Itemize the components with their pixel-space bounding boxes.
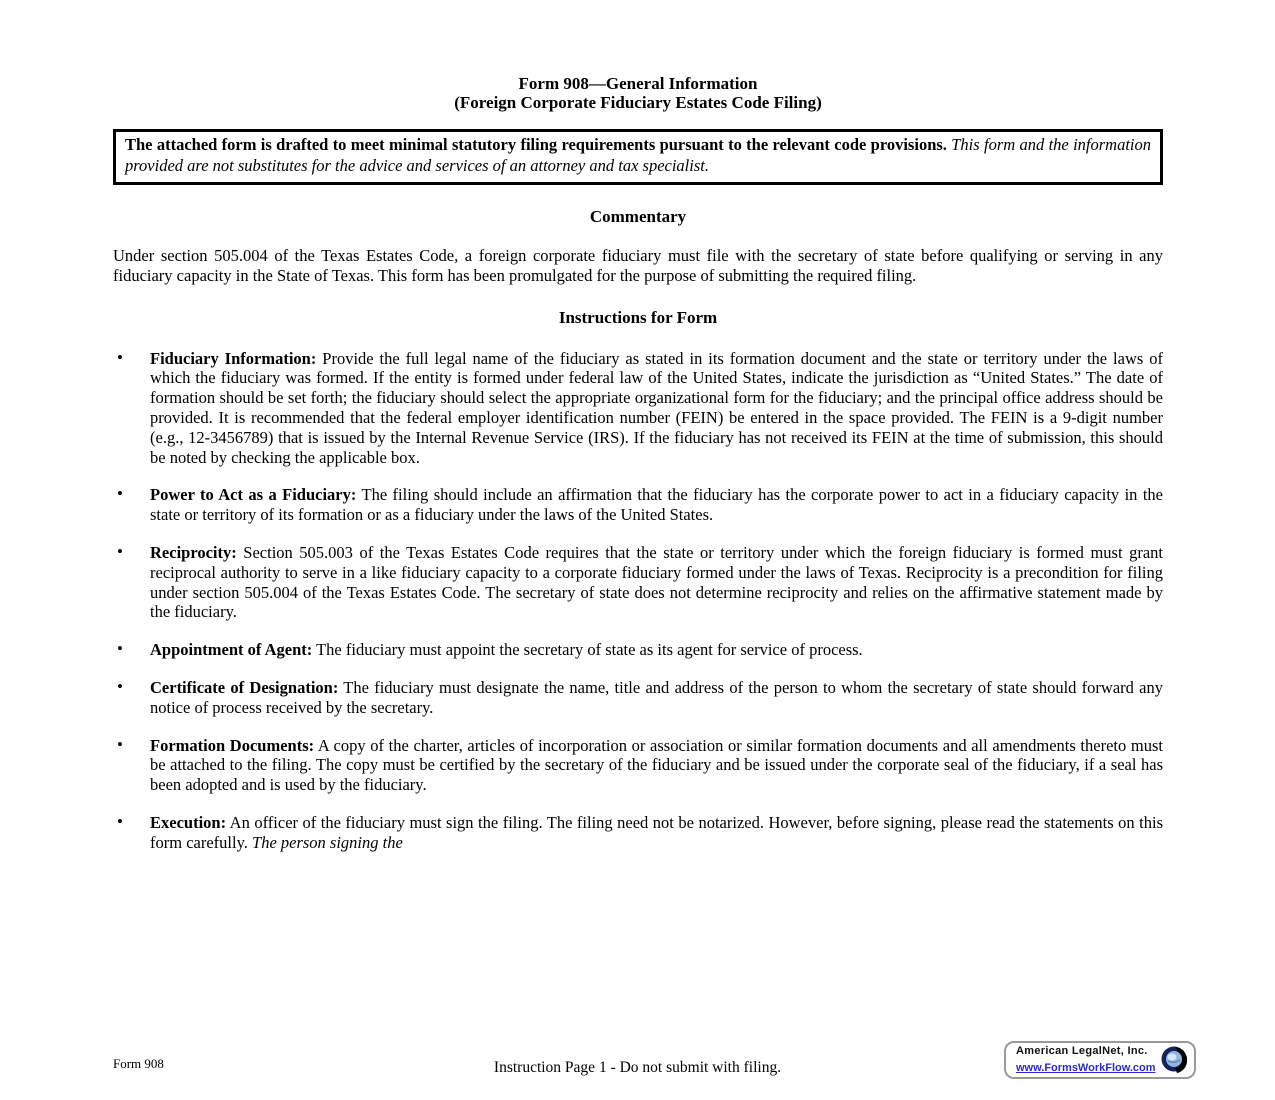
bullet-text: The fiduciary must designate the name, title and address of the person to whom the secretary of state should forward any notice of process received by the secretary. [150,677,1164,717]
bullet-label: Appointment of Agent: [150,640,313,660]
page-subtitle: (Foreign Corporate Fiduciary Estates Code Filing) [454,93,822,112]
bullet-label: Power to Act as a Fiduciary: [150,485,357,505]
formsworkflow-link[interactable]: www.FormsWorkFlow.com [1016,1061,1156,1074]
bullet-label: Execution: [150,812,227,832]
footer-page-note: Instruction Page 1 - Do not submit with filing. [493,1059,782,1076]
bullet-icon: • [117,347,123,367]
legalnet-badge-text [1016,1045,1158,1076]
legalnet-badge [1004,1041,1196,1079]
bullet-icon: • [117,541,123,561]
page-title: Form 908—General Information [518,74,758,93]
instruction-bullet-execution [113,813,1163,853]
bullet-text: An officer of the fiduciary must sign the filing. The filing need not be notarized. However, before signing, please read the statements on this form carefully. [150,812,1163,852]
bullet-label: Formation Documents: [150,735,315,755]
footer-form-number: Form 908 [113,1056,164,1071]
notice-italic-text: This form and the information provided are not substitutes for the advice and services of an attorney and tax specialist. [125,135,1151,175]
bullet-italic-tail: The person signing the [252,832,403,852]
notice-bold-text: The attached form is drafted to meet minimal statutory filing requirements pursuant to the relevant code provisions. [125,135,947,154]
commentary-heading: Commentary [589,207,687,226]
instruction-bullet-certificate-of-designation [113,678,1163,718]
bullet-label: Certificate of Designation: [150,677,339,697]
instructions-heading: Instructions for Form [558,307,718,327]
bullet-text: The fiduciary must appoint the secretary of state as its agent for service of process. [312,640,863,660]
notice-box [113,129,1163,185]
bullet-icon: • [117,734,123,754]
bullet-text: The filing should include an affirmation that the fiduciary has the corporate power to act in a fiduciary capacity in the state or territory of its formation or as a fiduciary under the laws of the United States. [150,485,1163,525]
bullet-label: Reciprocity: [150,542,237,562]
bullet-icon: • [117,676,123,696]
globe-logo-icon [1160,1045,1190,1075]
bullet-label: Fiduciary Information: [150,348,317,368]
instruction-bullet-appointment-of-agent [113,640,1163,660]
instruction-bullet-reciprocity [113,543,1163,622]
bullet-icon: • [117,639,123,659]
bullet-text: Section 505.003 of the Texas Estates Code requires that the state or territory under which the foreign fiduciary is formed must grant reciprocal authority to serve in a like fiduciary capacity to a corporate fiduciary formed under the laws of Texas. Reciprocity is a precondition for filing under section 505.004 of the Texas Estates Code. The secretary of state does not determine reciprocity and relies on the affirmative statement made by the fiduciary. [150,542,1163,622]
bullet-text: Provide the full legal name of the fiduciary as stated in its formation document and the state or territory under the laws of which the fiduciary was formed. If the entity is formed under federal law of the United States, indicate the jurisdiction as “United States.” The date of formation should be set forth; the fiduciary should select the appropriate organizational form for the fiduciary; and the principal office address should be provided. It is recommended that the federal employer identification number (FEIN) be entered in the space provided. The FEIN is a 9-digit number (e.g., 12-3456789) that is issued by the Internal Revenue Service (IRS). If the fiduciary has not received its FEIN at the time of submission, this should be noted by checking the applicable box. [150,348,1163,467]
instruction-bullet-formation-documents [113,736,1163,795]
bullet-icon: • [117,811,123,831]
page-title-block [113,74,1163,112]
commentary-paragraph: Under section 505.004 of the Texas Estates Code, a foreign corporate fiduciary must file with the secretary of state before qualifying or serving in any fiduciary capacity in the State of Texas. This form has been promulgated for the purpose of submitting the required filing. [113,246,1163,285]
bullet-text: A copy of the charter, articles of incorporation or association or similar formation documents and all amendments thereto must be attached to the filing. The copy must be certified by the secretary of the fiduciary and be issued under the corporate seal of the fiduciary, if a seal has been adopted and is used by the fiduciary. [150,735,1163,795]
legalnet-company-name: American LegalNet, Inc. [1016,1044,1148,1057]
instruction-list [113,349,1163,853]
bullet-icon: • [117,484,123,504]
instruction-bullet-fiduciary-information [113,349,1163,468]
instruction-bullet-power-to-act [113,485,1163,525]
